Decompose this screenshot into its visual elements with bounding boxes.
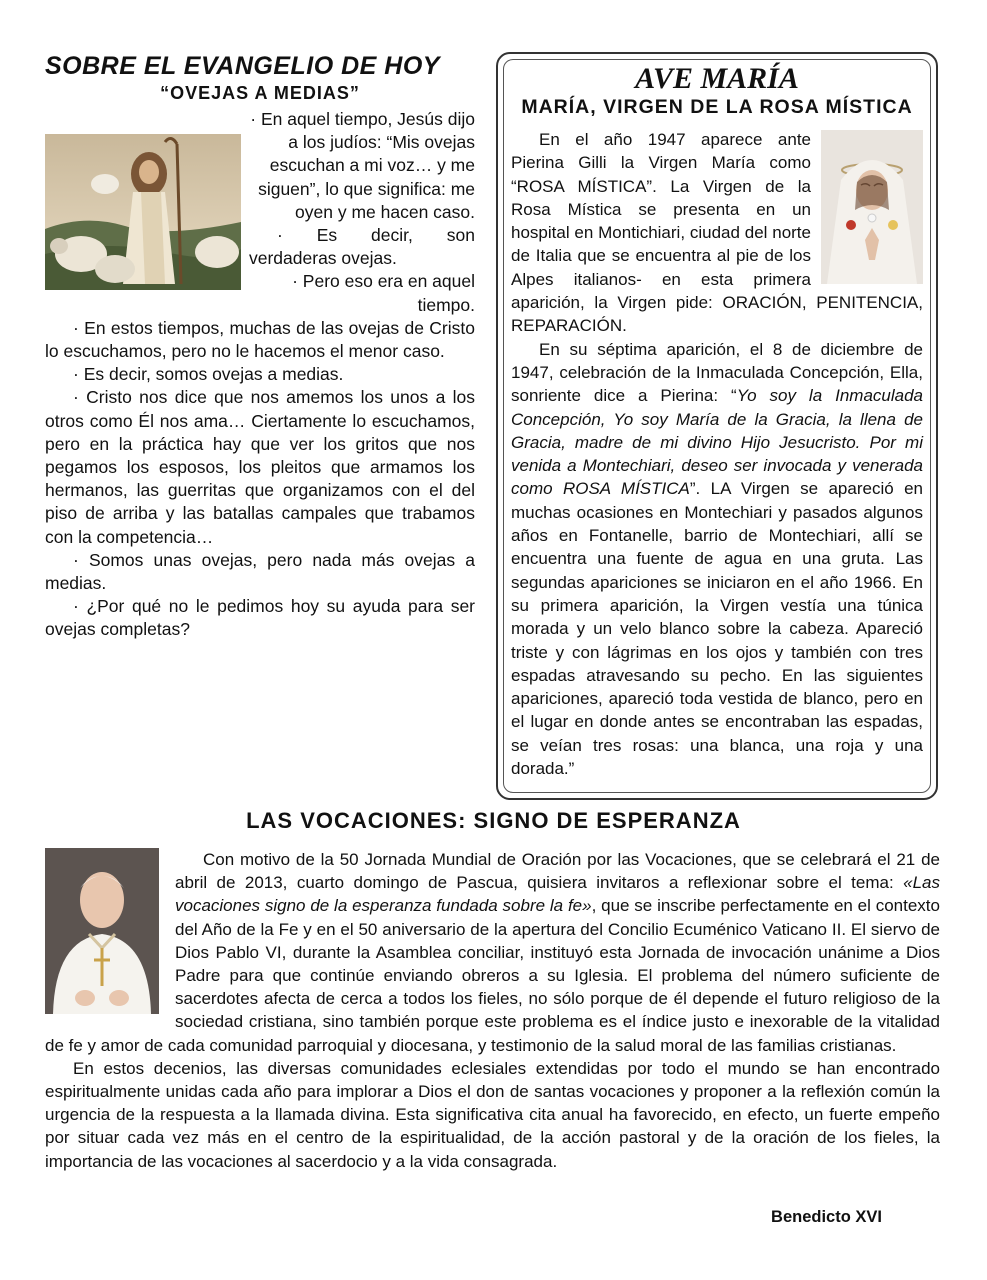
box-subtitle: MARÍA, VIRGEN DE LA ROSA MÍSTICA (521, 96, 913, 118)
left-paragraph: · En aquel tiempo, Jesús dijo a los judíos: “Mis ovejas escuchan a mi voz… y me siguen”, lo que significa: me oyen y me hacen caso. (250, 109, 475, 222)
box-p2-end: ”. LA Virgen se apareció en muchas ocasiones en Montechiari y pasados algunos años en Fontanelle, barrio de Montechiari, allí se encuentra una fuente de agua en una gruta. Las segundas apariciones se iniciaron en el año 1966. En su primera aparición, la Virgen vestía una túnica morada y un velo blanco sobre la cabeza. Apareció triste y con lágrimas en los ojos y también con tres espadas atravesando su pecho. En las siguientes apariciones, apareció toda vestida de blanco, pero en el lugar en donde antes se encontraban las espadas, se veían tres rosas: una blanca, una roja y una dorada.” (511, 479, 923, 779)
left-paragraph: · En estos tiempos, muchas de las ovejas de Cristo lo escuchamos, pero no le hacemos el menor caso. (45, 317, 475, 362)
box-body (511, 128, 923, 780)
left-paragraph: · Es decir, somos ovejas a medias. (73, 364, 344, 385)
left-title: SOBRE EL EVANGELIO DE HOY (45, 52, 440, 80)
left-paragraph: · Somos unas ovejas, pero nada más ovejas a medias. (45, 549, 475, 594)
voc-p1-end: , que se inscribe perfectamente en el contexto del Año de la Fe y en el 50 aniversario de la apertura del Concilio Ecuménico Vaticano II. El siervo de Dios Pablo VI, durante la Asamblea conciliar, instituyó esta Jornada de invocación unánime a Dios Padre para que continúe enviando obreros a su Iglesia. El problema del número suficiente de sacerdotes afecta de cerca a todos los fieles, no sólo porque de él depende el futuro religioso de la sociedad cristiana, sino también porque este problema es el índice justo e inexorable de la vitalidad de fe y amor de cada comunidad parroquial y diocesana, y testimonio de la salud moral de las familias cristianas. (45, 896, 940, 1055)
left-paragraph: · Cristo nos dice que nos amemos los unos a los otros como Él nos ama… Ciertamente lo escuchamos, pero en la práctica hay que ver los gritos que nos pegamos los esposos, los pleitos que armamos los hermanos, las guerritas que organizamos con el del piso de arriba y las batallas campales que trabamos con la competencia… (45, 387, 475, 547)
left-column (45, 52, 475, 642)
box-p2-start: En su séptima aparición, el 8 de diciembre de 1947, celebración de la Inmaculada Concepción, Ella, sonriente dice a Pierina: “ (511, 339, 923, 406)
box-title: AVE MARÍA (635, 62, 799, 95)
box-paragraph-2 (511, 338, 923, 781)
left-paragraph: · Pero eso era en aquel tiempo. (292, 271, 475, 315)
vocaciones-title: LAS VOCACIONES: SIGNO DE ESPERANZA (246, 808, 741, 833)
vocaciones-body (45, 848, 940, 1173)
left-paragraph: · ¿Por qué no le pedimos hoy su ayuda para ser ovejas completas? (45, 596, 475, 640)
box-content (511, 64, 923, 780)
vocaciones-paragraph-1 (45, 848, 940, 1057)
left-subtitle: “OVEJAS A MEDIAS” (160, 83, 360, 103)
left-body (45, 108, 475, 642)
virgin-mary-image (821, 130, 923, 284)
left-paragraph: · Es decir, son verdaderas ovejas. (249, 225, 475, 269)
voc-p1-quote: «Las vocaciones signo de la esperanza fundada sobre la fe» (175, 873, 940, 916)
box-paragraph-1: En el año 1947 aparece ante Pierina Gilli la Virgen María como “ROSA MÍSTICA”. La Virgen de la Rosa Mística se presenta en un hospital en Montichiari, ciudad del norte de Italia que se encuentra al pie de los Alpes italianos- en esta primera aparición, la Virgen pide: ORACIÓN, PENITENCIA, REPARACIÓN. (511, 130, 923, 336)
ave-maria-box (496, 52, 938, 800)
signature: Benedicto XVI (771, 1208, 882, 1226)
vocaciones-paragraph-2: En estos decenios, las diversas comunidades eclesiales extendidas por todo el mundo se han encontrado espiritualmente unidas cada año para implorar a Dios el don de santas vocaciones y proponer a la reflexión común la urgencia de la respuesta a la llamada divina. Esta significativa cita anual ha favorecido, en efecto, un fuerte empeño por situar cada vez más en el centro de la espiritualidad, de la acción pastoral y de la oración de los fieles, la importancia de las vocaciones al sacerdocio y a la vida consagrada. (45, 1058, 940, 1171)
voc-p1-start: Con motivo de la 50 Jornada Mundial de Oración por las Vocaciones, que se celebrará el 21 de abril de 2013, cuarto domingo de Pascua, quisiera invitaros a reflexionar sobre el tema: (175, 850, 940, 893)
box-p2-quote: Yo soy la Inmaculada Concepción, Yo soy María de la Gracia, la llena de Gracia, madre de mi divino Hijo Jesucristo. Por mi venida a Montechiari, deseo ser invocada y venerada como ROSA MÍSTICA (511, 386, 923, 499)
shepherd-image (45, 134, 241, 290)
benedict-image (45, 848, 159, 1014)
